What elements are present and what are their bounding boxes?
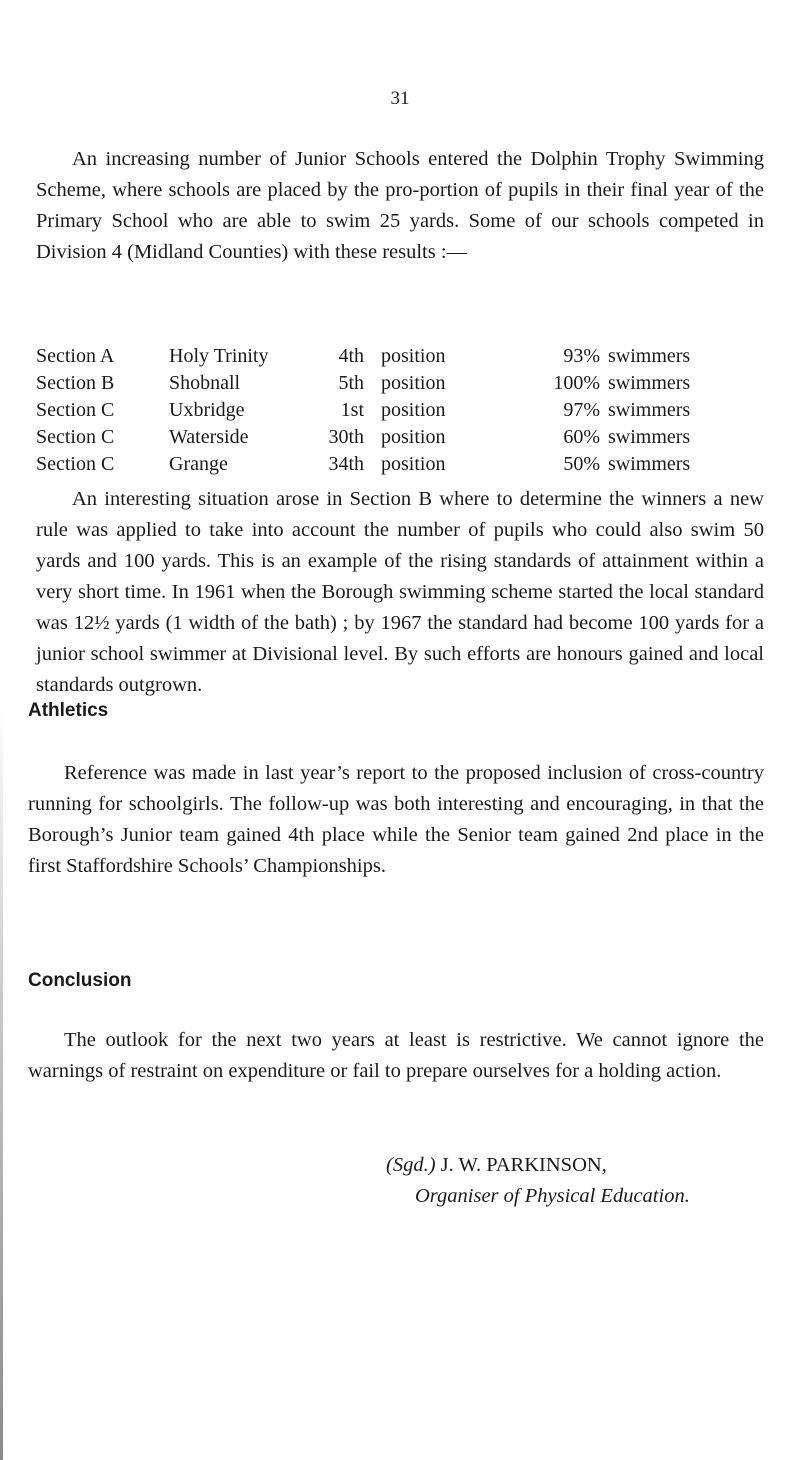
section-cell: Section C [36,426,115,448]
table-row [36,426,766,453]
position-label: position [381,453,446,475]
position-label: position [381,399,446,421]
page-number: 31 [390,88,410,109]
section-cell: Section C [36,399,115,421]
section-cell: Section A [36,345,115,367]
table-row [36,453,766,480]
signature-block [386,1150,690,1212]
position-cell: 4th [338,345,364,367]
percent-cell: 100% [553,372,600,394]
percent-cell: 97% [563,399,600,421]
table-row [36,345,766,372]
swimmers-label: swimmers [608,345,691,367]
school-cell: Holy Trinity [169,345,269,367]
page-edge-shadow [0,700,3,1460]
athletics-paragraph: Reference was made in last year’s report to the proposed inclusion of cross-country running for schoolgirls. The follow-up was both interesting and encouraging, in that the Borough’s Junior team gained 4th place while the Senior team gained 2nd place in the first Staffordshire Schools’ Championships. [28,762,764,877]
swimmers-label: swimmers [608,426,691,448]
school-cell: Uxbridge [169,399,245,421]
school-cell: Waterside [169,426,249,448]
sgd-label: (Sgd.) [386,1154,436,1176]
position-cell: 1st [340,399,364,421]
swimmers-label: swimmers [608,399,691,421]
percent-cell: 93% [563,345,600,367]
position-label: position [381,426,446,448]
section-cell: Section C [36,453,115,475]
section-b-paragraph: An interesting situation arose in Section B where to determine the winners a new rule was applied to take into account the number of pupils who could also swim 50 yards and 100 yards. This is an example of the rising standards of attainment within a very short time. In 1961 when the Borough swimming scheme started the local standard was 12½ yards (1 width of the bath) ; by 1967 the standard had become 100 yards for a junior school swimmer at Divisional level. By such efforts are honours gained and local standards outgrown. [36,488,764,696]
signatory-title: Organiser of Physical Education. [415,1185,690,1207]
position-label: position [381,372,446,394]
table-row [36,372,766,399]
table-row [36,399,766,426]
intro-paragraph: An increasing number of Junior Schools entered the Dolphin Trophy Swimming Scheme, where schools are placed by the pro-portion of pupils in their final year of the Primary School who are able to swim 25 yards. Some of our schools competed in Division 4 (Midland Counties) with these results :— [36,148,764,263]
signature-line [386,1150,690,1181]
swimmers-label: swimmers [608,453,691,475]
position-cell: 5th [338,372,364,394]
school-cell: Grange [169,453,228,475]
position-cell: 34th [328,453,364,475]
athletics-heading: Athletics [28,700,109,721]
signatory-name: J. W. PARKINSON, [440,1154,607,1176]
conclusion-heading: Conclusion [28,970,132,991]
results-table [36,345,766,480]
percent-cell: 60% [563,426,600,448]
school-cell: Shobnall [169,372,241,394]
conclusion-paragraph: The outlook for the next two years at least is restrictive. We cannot ignore the warnings of restraint on expenditure or fail to prepare ourselves for a holding action. [28,1029,764,1082]
position-label: position [381,345,446,367]
section-cell: Section B [36,372,115,394]
position-cell: 30th [328,426,364,448]
percent-cell: 50% [563,453,600,475]
swimmers-label: swimmers [608,372,691,394]
